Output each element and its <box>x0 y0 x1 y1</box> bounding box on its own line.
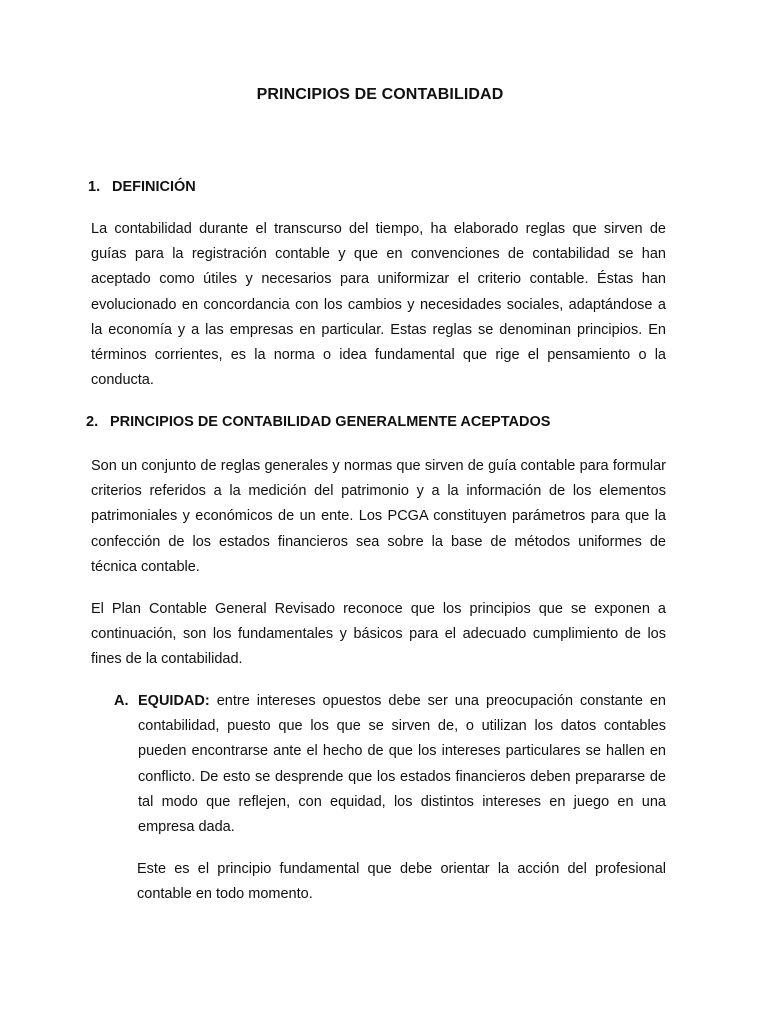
list-item-text: entre intereses opuestos debe ser una preocupación constante en contabilidad, puesto que los que se sirven de, o utilizan los datos contables pueden encontrarse ante el hecho de que los intereses particulares se hallen en conflicto. De esto se desprende que los estados financieros deben prepararse de tal modo que reflejen, con equidad, los distintos intereses en juego en una empresa dada. <box>138 693 666 836</box>
section-heading-pcga <box>86 412 550 432</box>
section-heading-text: PRINCIPIOS DE CONTABILIDAD GENERALMENTE ACEPTADOS <box>110 414 551 430</box>
section-heading-definicion <box>88 177 196 197</box>
section-heading-text: DEFINICIÓN <box>112 179 196 195</box>
list-item-term: EQUIDAD: <box>138 693 210 709</box>
paragraph-equidad-followup: Este es el principio fundamental que debe orientar la acción del profesional contable en todo momento. <box>137 861 666 903</box>
document-title: PRINCIPIOS DE CONTABILIDAD <box>256 86 504 103</box>
section-number: 1. <box>88 179 101 195</box>
list-item-equidad <box>114 689 666 840</box>
paragraph-plan-contable: El Plan Contable General Revisado reconoce que los principios que se exponen a continuación, son los fundamentales y básicos para el adecuado cumplimiento de los fines de la contabilidad. <box>91 601 666 668</box>
section-number: 2. <box>86 414 99 430</box>
list-item-letter: A. <box>114 693 129 709</box>
paragraph-pcga-intro: Son un conjunto de reglas generales y normas que sirven de guía contable para formular criterios referidos a la medición del patrimonio y a la información de los elementos patrimoniales y económicos de un ente. Los PCGA constituyen parámetros para que la confección de los estados financieros sea sobre la base de métodos uniformes de técnica contable. <box>91 458 666 575</box>
list-item-body <box>138 689 666 840</box>
paragraph-definicion: La contabilidad durante el transcurso del tiempo, ha elaborado reglas que sirven de guías para la registración contable y que en convenciones de contabilidad se han aceptado como útiles y necesarios para uniformizar el criterio contable. Éstas han evolucionado en concordancia con los cambios y necesidades sociales, adaptándose a la economía y a las empresas en particular. Estas reglas se denominan principios. En términos corrientes, es la norma o idea fundamental que rige el pensamiento o la conducta. <box>91 221 666 389</box>
